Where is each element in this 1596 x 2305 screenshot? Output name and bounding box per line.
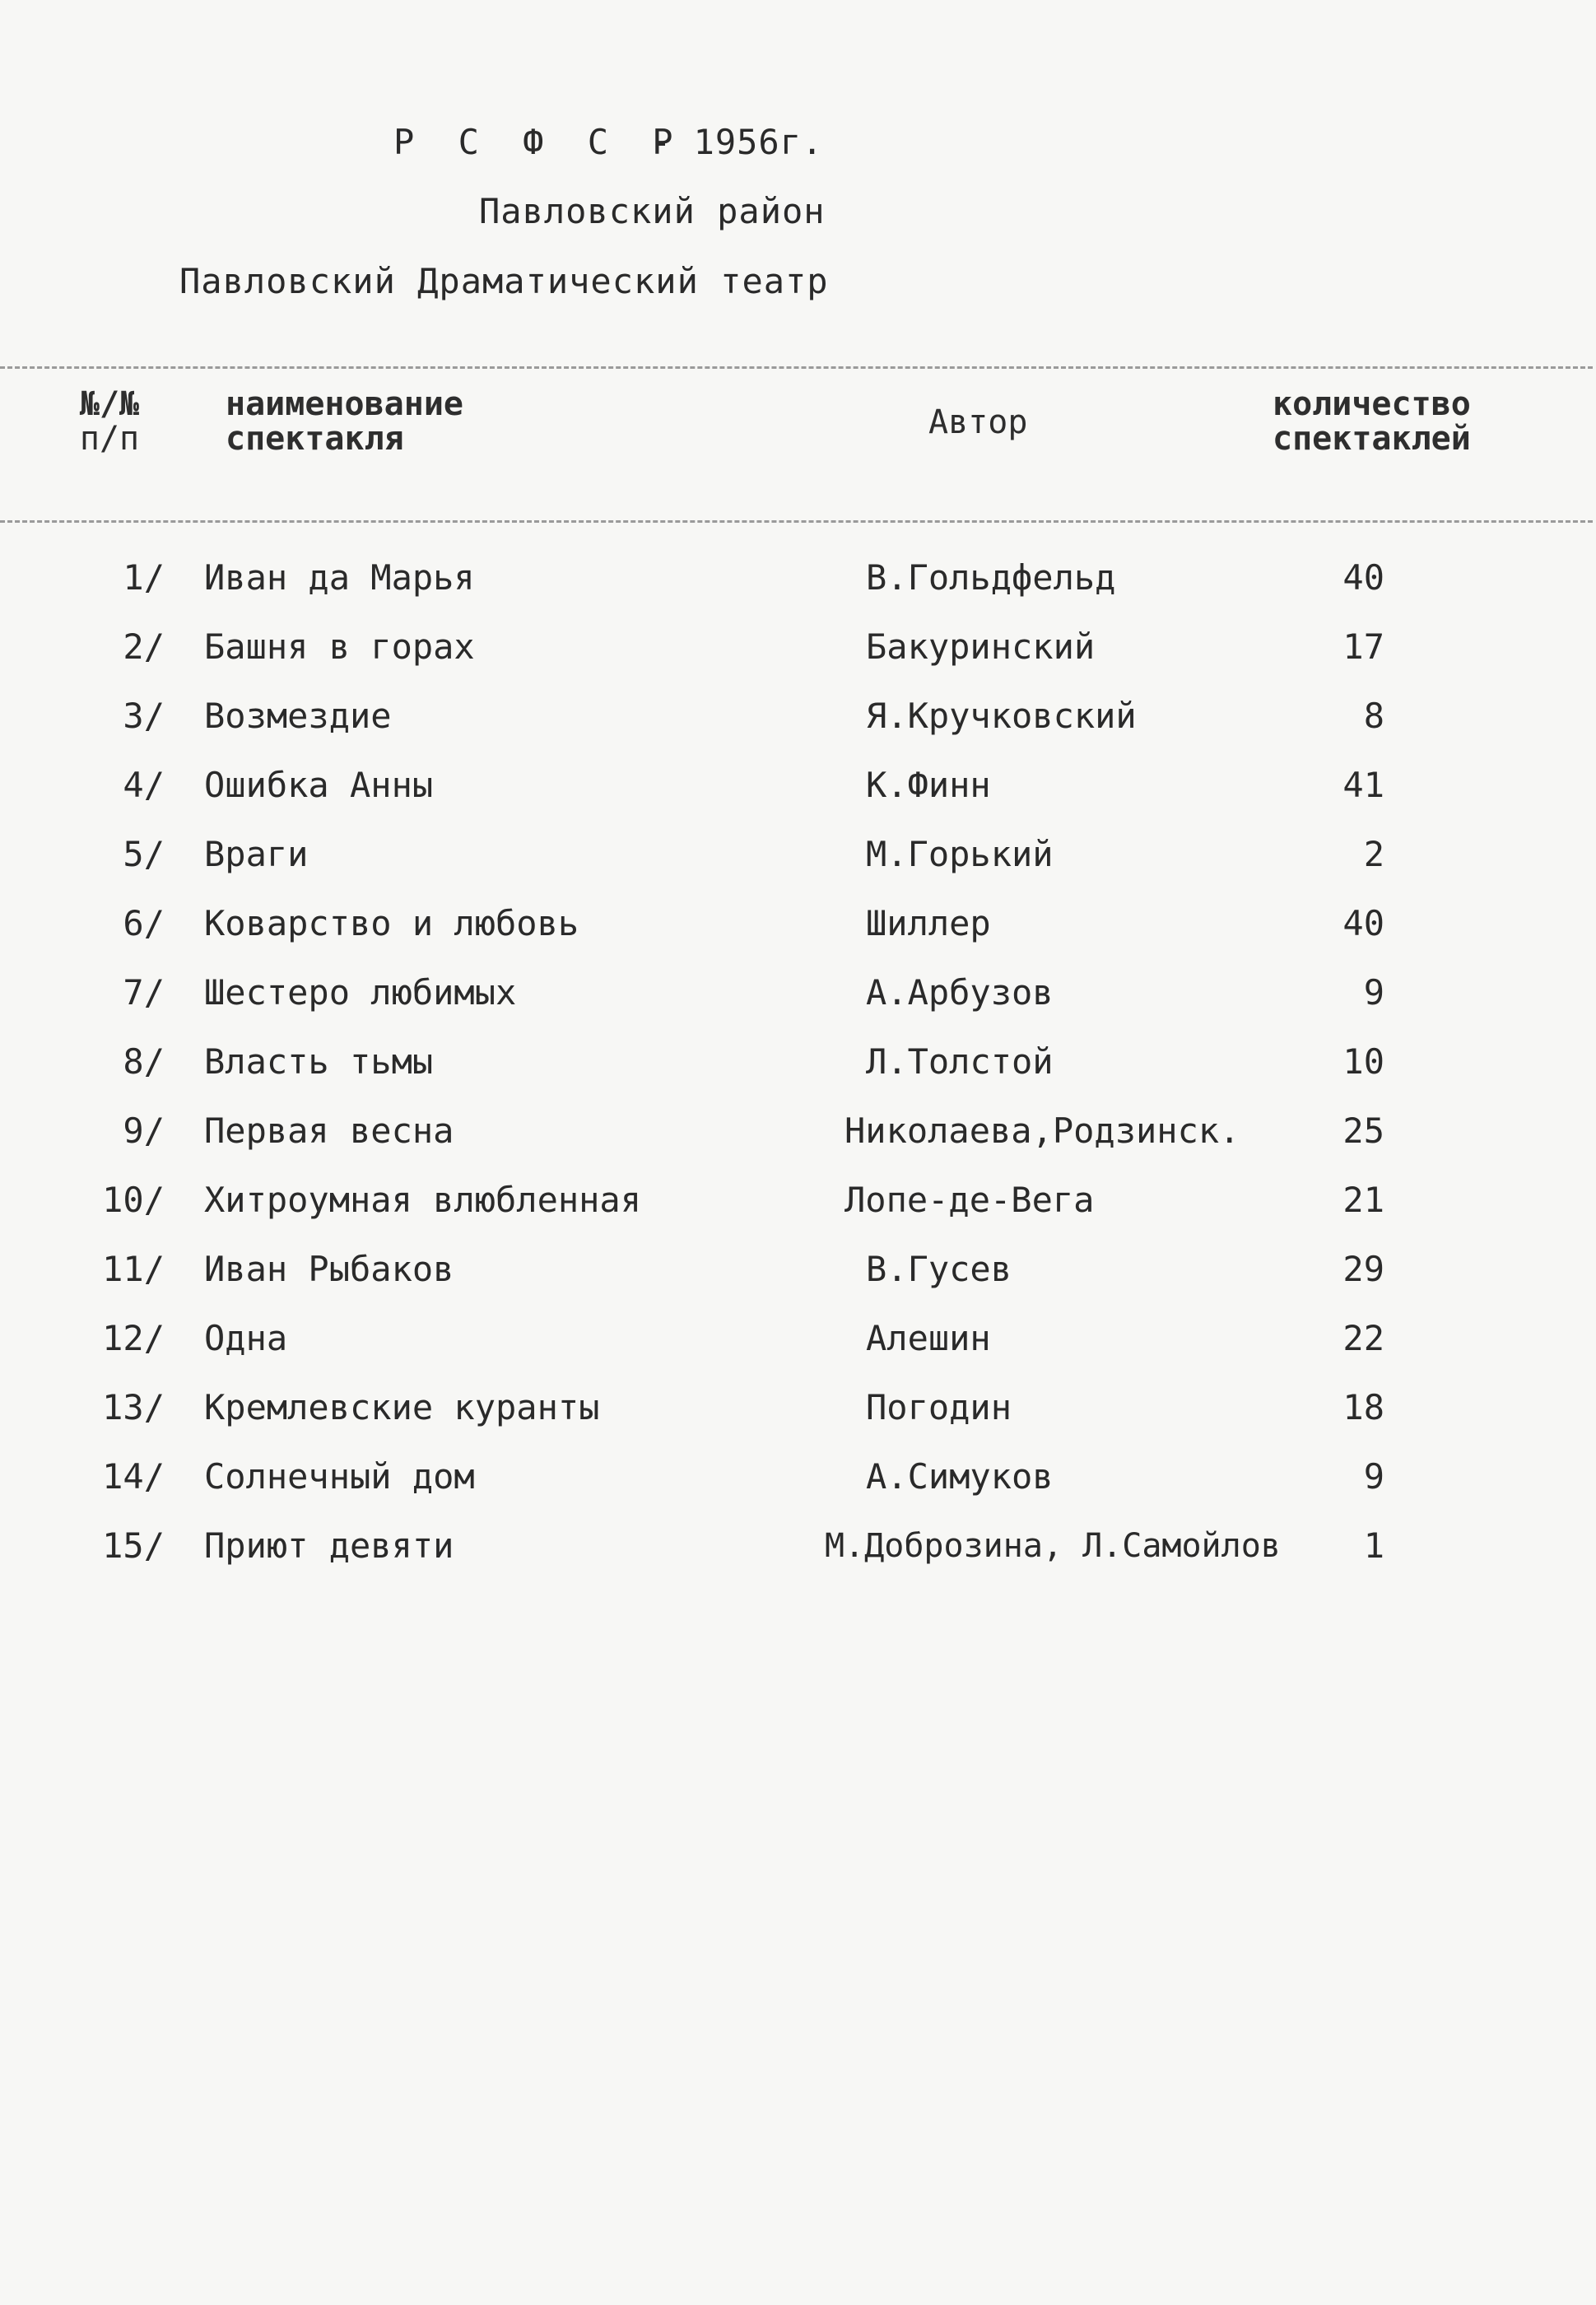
row-count: 40: [1342, 557, 1384, 598]
row-count: 9: [1363, 972, 1384, 1013]
table-row: [0, 1166, 1596, 1235]
table-row: [0, 751, 1596, 820]
row-title: Власть тьмы: [204, 1041, 434, 1082]
row-title: Приют девяти: [204, 1525, 454, 1566]
table-row: [0, 1304, 1596, 1373]
row-author: Бакуринский: [866, 626, 1096, 667]
row-author: К.Финн: [866, 765, 991, 805]
row-count: 2: [1363, 834, 1384, 874]
table-row: [0, 820, 1596, 889]
table-row: [0, 1373, 1596, 1442]
table-header-rule: [0, 520, 1593, 523]
row-author: Николаева,Родзинск.: [845, 1111, 1240, 1151]
row-title: Одна: [204, 1318, 288, 1358]
row-number: 5/: [123, 834, 165, 874]
table-row: [0, 958, 1596, 1027]
district-label: Павловский район: [479, 191, 826, 231]
row-number: 10/: [102, 1180, 165, 1220]
row-author: Лопе-де-Вега: [845, 1180, 1095, 1220]
row-author: Л.Толстой: [866, 1041, 1054, 1082]
row-count: 1: [1363, 1525, 1384, 1566]
year-label: - 1956г.: [650, 122, 824, 162]
row-number: 7/: [123, 972, 165, 1013]
row-number: 1/: [123, 557, 165, 598]
col-header-count-line1: количество: [1273, 385, 1471, 423]
col-header-num-line2: п/п: [79, 420, 140, 458]
row-number: 15/: [102, 1525, 165, 1566]
row-count: 25: [1342, 1111, 1384, 1151]
row-count: 21: [1342, 1180, 1384, 1220]
table-row: [0, 1027, 1596, 1097]
table-row: [0, 682, 1596, 751]
table-row: [0, 889, 1596, 958]
row-title: Иван Рыбаков: [204, 1249, 454, 1289]
row-count: 29: [1342, 1249, 1384, 1289]
row-title: Иван да Марья: [204, 557, 475, 598]
row-title: Ошибка Анны: [204, 765, 434, 805]
row-author: Шиллер: [866, 903, 991, 943]
row-count: 18: [1342, 1387, 1384, 1427]
row-title: Хитроумная влюбленная: [204, 1180, 642, 1220]
col-header-num: [72, 387, 147, 456]
table-row: [0, 1235, 1596, 1304]
col-header-count: [1273, 387, 1471, 456]
row-number: 4/: [123, 765, 165, 805]
row-author: Алешин: [866, 1318, 991, 1358]
row-author: А.Арбузов: [866, 972, 1054, 1013]
table-row: [0, 1511, 1596, 1581]
row-count: 9: [1363, 1456, 1384, 1497]
row-number: 2/: [123, 626, 165, 667]
row-title: Враги: [204, 834, 309, 874]
theatre-label: Павловский Драматический театр: [179, 261, 829, 301]
row-author: Я.Кручковский: [866, 696, 1137, 736]
row-author: М.Горький: [866, 834, 1054, 874]
row-number: 13/: [102, 1387, 165, 1427]
table-row: [0, 1442, 1596, 1511]
row-count: 10: [1342, 1041, 1384, 1082]
row-author: В.Гусев: [866, 1249, 1012, 1289]
row-count: 41: [1342, 765, 1384, 805]
row-title: Возмездие: [204, 696, 392, 736]
row-number: 11/: [102, 1249, 165, 1289]
row-author: Погодин: [866, 1387, 1012, 1427]
row-count: 17: [1342, 626, 1384, 667]
row-title: Солнечный дом: [204, 1456, 475, 1497]
row-number: 6/: [123, 903, 165, 943]
col-header-num-line1: №/№: [79, 385, 140, 423]
table-row: [0, 612, 1596, 682]
row-author: В.Гольдфельд: [866, 557, 1116, 598]
table-row: [0, 1097, 1596, 1166]
row-count: 40: [1342, 903, 1384, 943]
row-count: 8: [1363, 696, 1384, 736]
row-number: 14/: [102, 1456, 165, 1497]
col-header-count-line2: спектаклей: [1273, 420, 1471, 458]
row-count: 22: [1342, 1318, 1384, 1358]
row-author: М.Доброзина, Л.Самойлов: [825, 1527, 1281, 1565]
row-number: 3/: [123, 696, 165, 736]
region-label: Р С Ф С Р: [393, 122, 685, 162]
row-title: Башня в горах: [204, 626, 475, 667]
row-author: А.Симуков: [866, 1456, 1054, 1497]
col-header-author: Автор: [928, 403, 1028, 441]
row-title: Первая весна: [204, 1111, 454, 1151]
row-number: 9/: [123, 1111, 165, 1151]
row-number: 12/: [102, 1318, 165, 1358]
row-title: Коварство и любовь: [204, 903, 579, 943]
col-header-title: [226, 387, 463, 456]
col-header-title-line2: спектакля: [226, 420, 404, 458]
row-number: 8/: [123, 1041, 165, 1082]
table-row: [0, 543, 1596, 612]
col-header-title-line1: наименование: [226, 385, 463, 423]
row-title: Шестеро любимых: [204, 972, 517, 1013]
row-title: Кремлевские куранты: [204, 1387, 600, 1427]
table-top-rule: [0, 366, 1593, 369]
